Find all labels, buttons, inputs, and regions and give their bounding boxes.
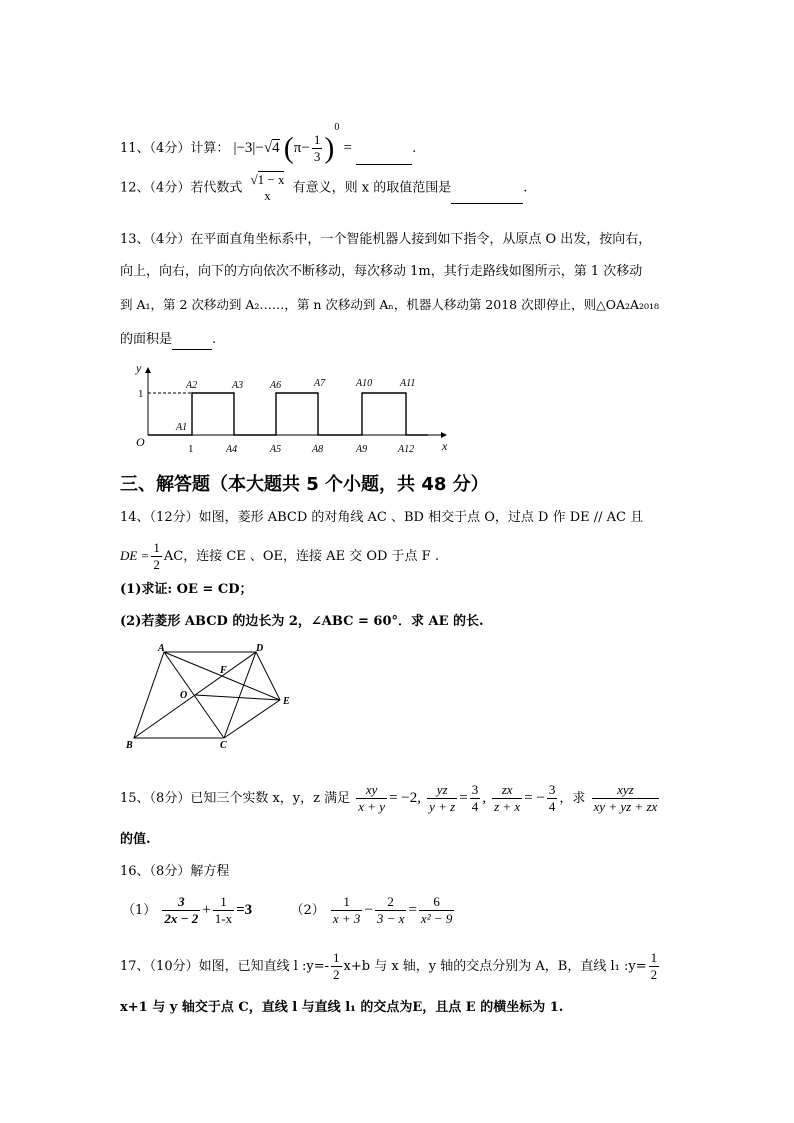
q14-point-c: C	[220, 740, 227, 751]
q14-point-f: F	[220, 665, 227, 676]
q13-label-a4: A4	[226, 444, 238, 455]
q14-line-2: DE = $\frac{1}{2}$ AC，连接 CE 、OE，连接 AE 交 OD 于点 F .	[120, 540, 439, 572]
q13-label-a11: A11	[400, 378, 416, 389]
question-15: 15、（8分）已知三个实数 x，y，z 满足 $\frac{xy}{x + y}$ = −2, $\frac{yz}{y + z}$ = $\frac{3}{4}$ , $\frac{zx}{z + x}$ = − $\frac{3}{4}$ ，求 $\frac{\text{xyz}}{xy + yz + zx}$	[120, 782, 658, 814]
q11-expr-a: |−3|−	[233, 140, 264, 156]
q14-point-e: E	[283, 696, 290, 707]
q16-title: 16、（8分）解方程	[120, 864, 230, 879]
q12-end: .	[523, 180, 528, 196]
q16-part-1-label: （1）	[122, 903, 157, 918]
q16-p2-frac-2: $\frac{2}{3 - x}$	[376, 894, 405, 926]
section-3-heading: 三、解答题（本大题共 5 个小题，共 48 分）	[120, 474, 489, 495]
q14-point-o: O	[180, 690, 188, 701]
q13-tick-y: 1	[138, 388, 144, 400]
q11-exponent: 0	[334, 122, 340, 133]
q15-frac-2-value: $\frac{3}{4}$	[471, 782, 479, 814]
q11-answer-blank[interactable]	[356, 164, 412, 165]
q14-line-1: 14、（12分）如图，菱形 ABCD 的对角线 AC 、BD 相交于点 O，过点 D 作 DE // AC 且	[120, 510, 644, 525]
q14-rhombus-figure	[120, 642, 300, 752]
q17-frac-2: $\frac{1}{2}$	[650, 950, 658, 982]
q13-label-a2: A2	[186, 380, 198, 391]
q15-frac-3: $\frac{zx}{z + x}$	[494, 782, 521, 814]
q13-path-figure	[128, 360, 458, 460]
q13-label-a7: A7	[314, 378, 326, 389]
q14-part-2: (2)若菱形 ABCD 的边长为 2，∠ABC = 60°．求 AE 的长.	[120, 614, 484, 629]
q11-end: .	[412, 141, 417, 156]
q12-prefix: 12、（4分）若代数式	[120, 180, 243, 196]
q16-p1-frac-1: $\frac{3}{2x - 2}$	[164, 894, 199, 926]
q15-frac-4: $\frac{\text{xyz}}{xy + yz + zx}$	[593, 782, 658, 814]
q13-y-axis-label: y	[136, 361, 142, 375]
q13-line-4: 的面积是 .	[120, 330, 216, 350]
q16-p1-frac-2: $\frac{1}{1-x}$	[214, 894, 233, 926]
q15-frac-1: $\frac{xy}{x + y}$	[358, 782, 386, 814]
q13-label-a5: A5	[270, 444, 282, 455]
q13-line-3: 到 A₁，第 2 次移动到 A₂……，第 n 次移动到 Aₙ，机器人移动第 2018 次即停止，则△OA₂A₂₀₁₈	[120, 297, 660, 312]
q17-line-1: 17、（10分）如图，已知直线 l :y=- $\frac{1}{2}$ x+b 与 x 轴，y 轴的交点分别为 A，B，直线 l₁ :y= $\frac{1}{2}$	[120, 950, 658, 982]
q12-fraction: √1 − x x	[250, 172, 285, 203]
q14-point-d: D	[256, 643, 264, 654]
q13-origin-label: O	[136, 435, 145, 449]
q13-line-2: 向上，向右，向下的方向依次不断移动，每次移动 1m，其行走路线如图所示，第 1 次移动	[120, 264, 643, 279]
q14-point-b: B	[126, 740, 133, 751]
q15-frac-3-value: $\frac{3}{4}$	[548, 782, 556, 814]
q11-right-paren: )	[324, 131, 335, 165]
q16-p2-frac-1: $\frac{1}{x + 3}$	[332, 894, 361, 926]
q14-point-a: A	[158, 643, 165, 654]
q17-line-2: x+1 与 y 轴交于点 C，直线 l 与直线 l₁ 的交点为E，且点 E 的横坐标为 1.	[120, 1000, 564, 1015]
question-11	[120, 118, 416, 165]
q15-frac-2: $\frac{yz}{y + z}$	[429, 782, 456, 814]
q16-part-2-label: （2）	[290, 903, 325, 918]
q14-fraction: $\frac{1}{2}$	[153, 540, 160, 572]
q11-expr-b: π−	[293, 140, 310, 156]
q13-label-a3: A3	[232, 380, 244, 391]
q13-line-1: 13、（4分）在平面直角坐标系中，一个智能机器人接到如下指令，从原点 O 出发，按向右，	[120, 232, 652, 247]
q12-suffix: 有意义，则 x 的取值范围是	[292, 180, 452, 196]
q11-equals: =	[343, 140, 352, 156]
q13-answer-blank[interactable]	[172, 349, 212, 350]
q11-sqrt: √4	[263, 140, 280, 156]
q13-label-a10: A10	[356, 378, 373, 389]
q11-fraction: $\frac{1}{3}$	[313, 132, 321, 164]
q17-frac-1: $\frac{1}{2}$	[333, 950, 340, 982]
q11-prefix: 11、（4分）计算：	[120, 141, 230, 156]
q13-label-a1: A1	[176, 422, 188, 433]
q14-part-1: (1)求证: OE = CD；	[120, 582, 253, 597]
q11-left-paren: (	[283, 131, 294, 165]
question-12	[120, 172, 527, 204]
q15-line-2: 的值.	[120, 832, 151, 847]
q12-answer-blank[interactable]	[451, 203, 523, 204]
q13-label-a8: A8	[312, 444, 324, 455]
q13-label-a6: A6	[270, 380, 282, 391]
q16-p2-frac-3: $\frac{6}{\text{x² − 9}}$	[420, 894, 453, 926]
q16-equations: （1） $\frac{3}{2x - 2}$ + $\frac{1}{1-x}$ =3 （2） $\frac{1}{x + 3}$ − $\frac{2}{3 - x}$ = $\frac{6}{\text{x² − 9}}$	[122, 894, 453, 926]
q13-tick-x: 1	[188, 443, 194, 455]
q13-x-axis-label: x	[442, 439, 448, 453]
q13-label-a12: A12	[398, 444, 415, 455]
q13-label-a9: A9	[356, 444, 368, 455]
